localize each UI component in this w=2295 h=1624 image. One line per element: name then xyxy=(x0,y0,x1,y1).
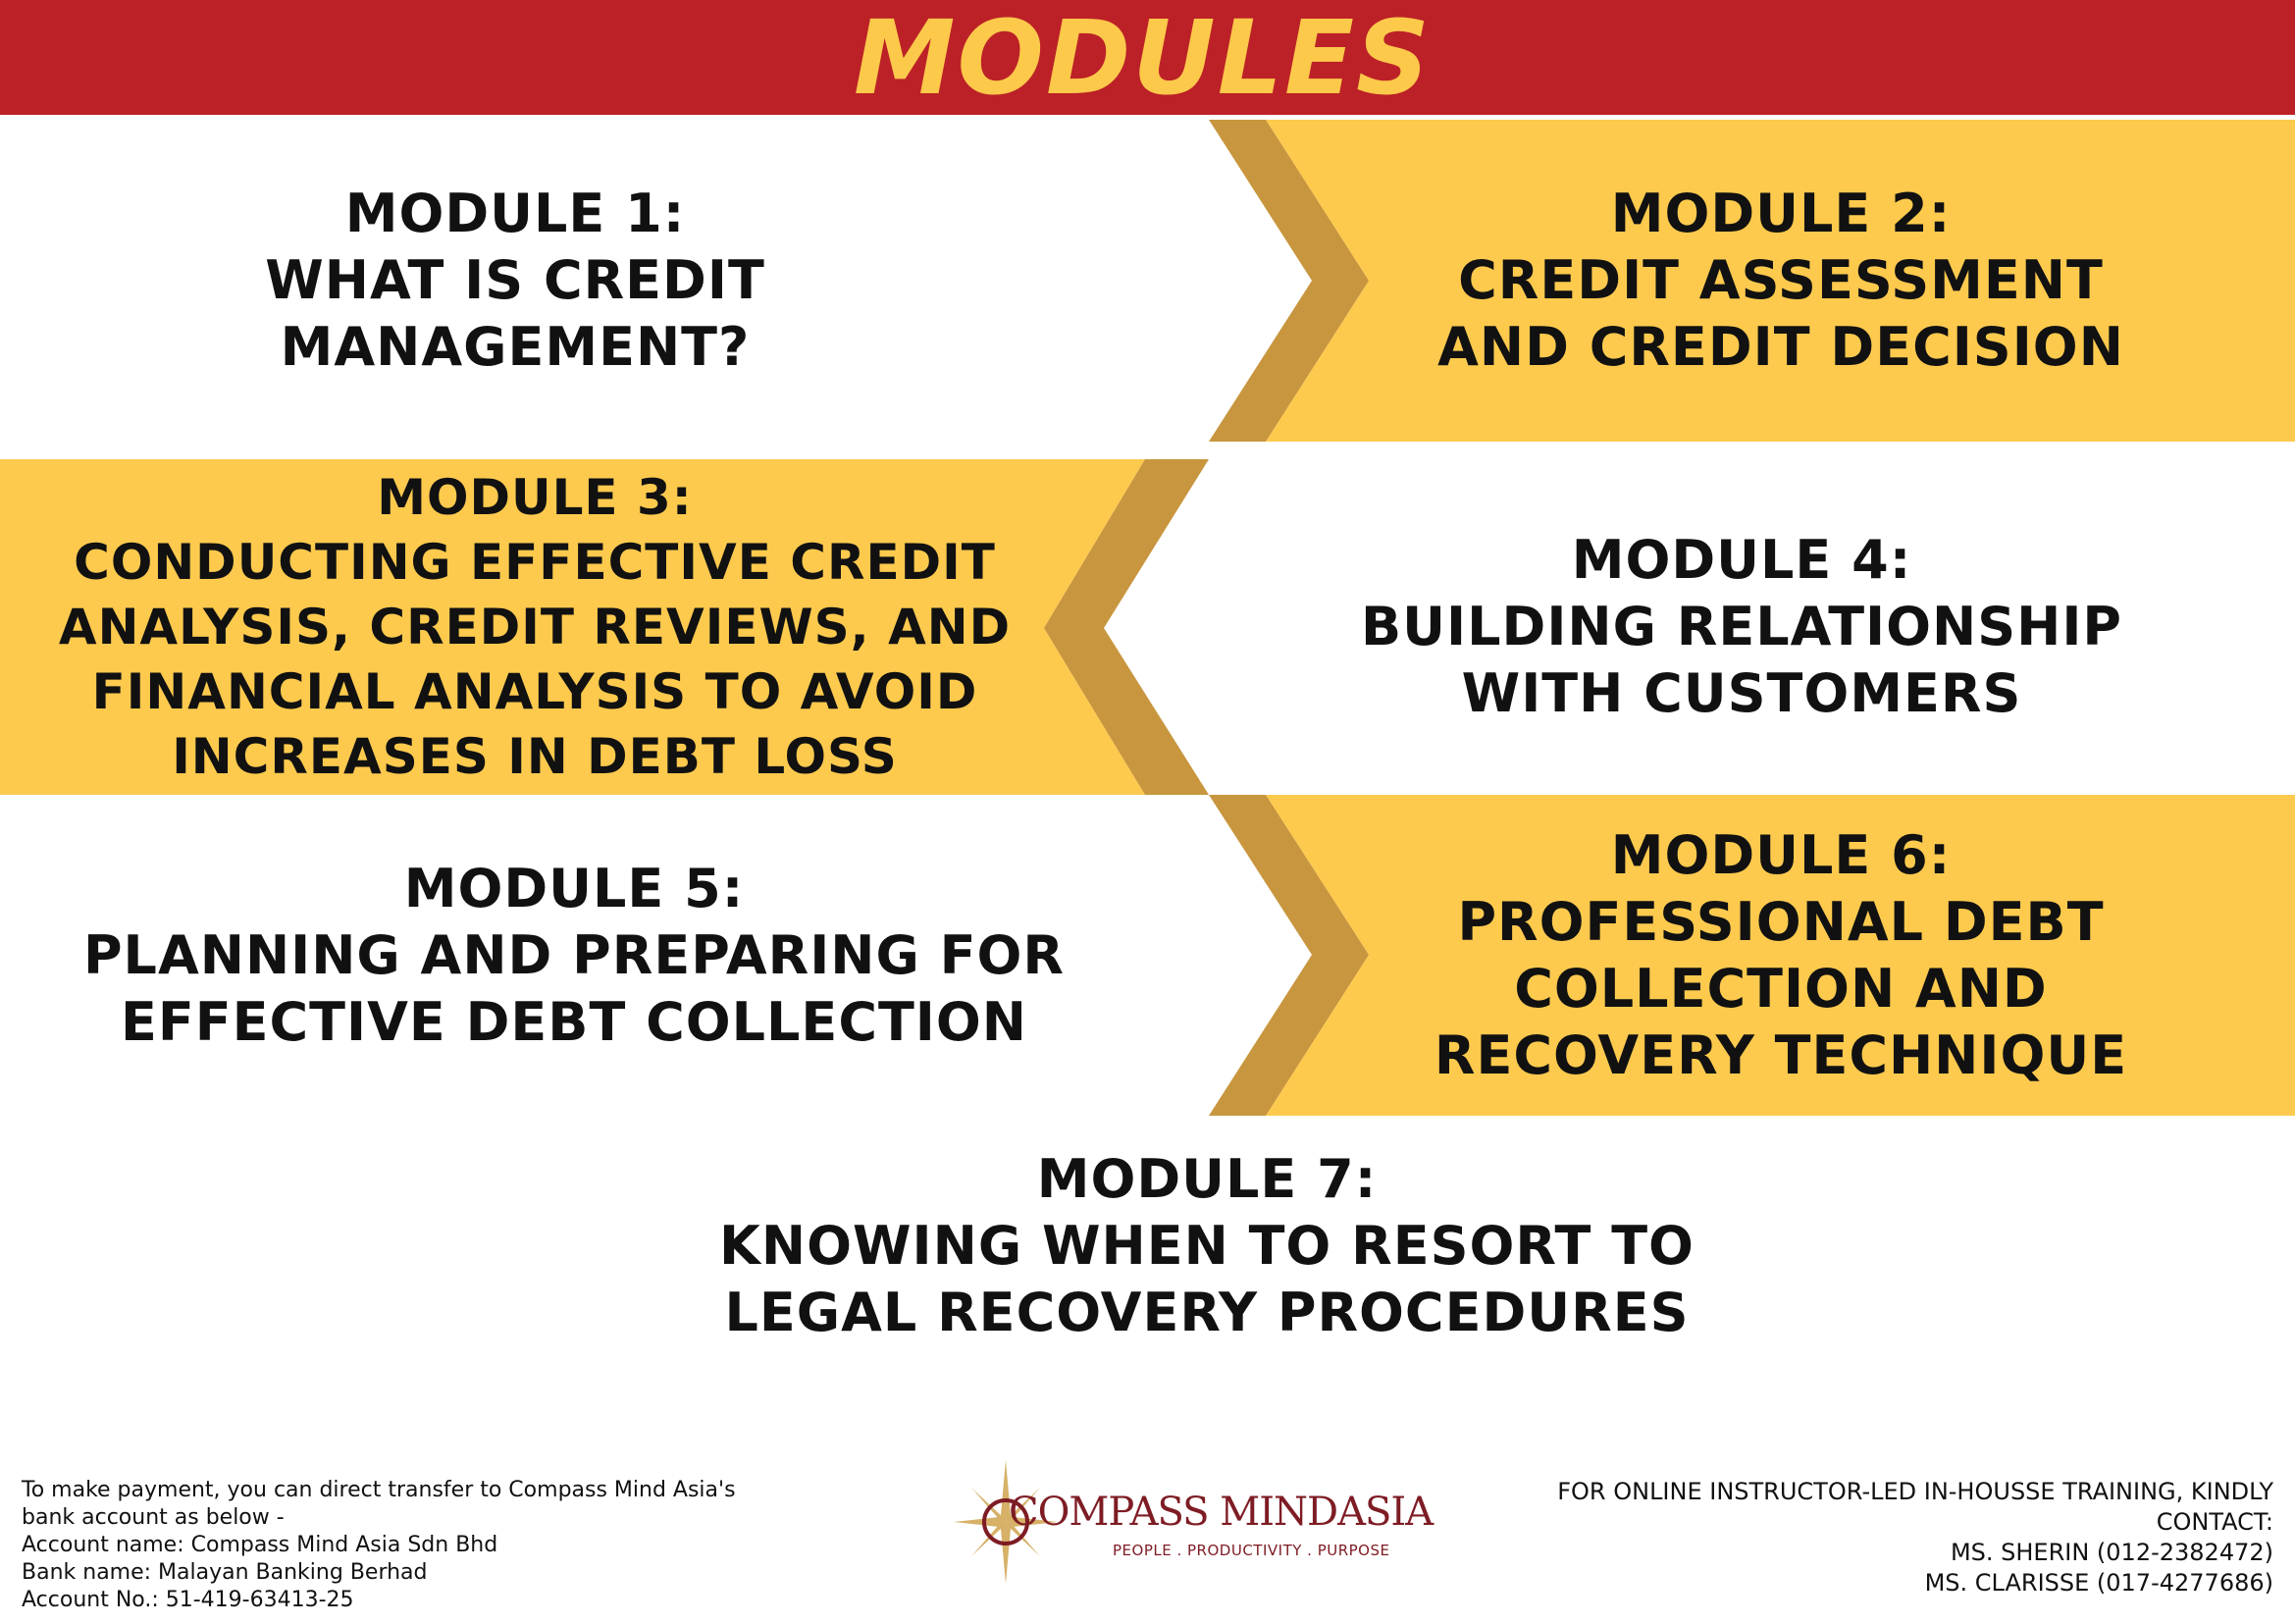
module-1-title: WHAT IS CREDIT MANAGEMENT? xyxy=(265,249,765,378)
module-3-label: MODULE 3: xyxy=(377,469,693,526)
page-title: MODULES xyxy=(854,0,1432,118)
contact-info xyxy=(1390,1477,2273,1598)
contact-person-2: MS. CLARISSE (017-4277686) xyxy=(1924,1569,2273,1597)
module-6-title: PROFESSIONAL DEBT COLLECTION AND RECOVERY TECHNIQUE xyxy=(1434,890,2128,1086)
module-5-block xyxy=(0,795,1148,1116)
module-1-block xyxy=(0,120,1030,442)
bank-name: Bank name: Malayan Banking Berhad xyxy=(22,1560,428,1585)
module-2-block xyxy=(1374,120,2188,442)
contact-line2: CONTACT: xyxy=(2156,1508,2273,1536)
module-6-block xyxy=(1374,795,2188,1116)
contact-person-1: MS. SHERIN (012-2382472) xyxy=(1950,1539,2273,1566)
module-7-block xyxy=(461,1128,1953,1364)
module-7-title: KNOWING WHEN TO RESORT TO LEGAL RECOVERY PROCEDURES xyxy=(719,1215,1695,1343)
account-name: Account name: Compass Mind Asia Sdn Bhd xyxy=(22,1533,498,1557)
module-3-title: CONDUCTING EFFECTIVE CREDIT ANALYSIS, CREDIT REVIEWS, AND FINANCIAL ANALYSIS TO AVOID INCREASES IN DEBT LOSS xyxy=(58,534,1012,785)
payment-intro-line2: bank account as below - xyxy=(22,1505,285,1530)
module-2-title: CREDIT ASSESSMENT AND CREDIT DECISION xyxy=(1437,249,2124,378)
payment-intro-line1: To make payment, you can direct transfer to Compass Mind Asia's xyxy=(22,1478,736,1502)
company-logo xyxy=(952,1450,1434,1598)
module-1-label: MODULE 1: xyxy=(344,183,686,244)
module-3-block xyxy=(0,459,1069,795)
contact-line1: FOR ONLINE INSTRUCTOR-LED IN-HOUSSE TRAINING, KINDLY xyxy=(1557,1478,2273,1505)
module-4-label: MODULE 4: xyxy=(1571,529,1912,591)
module-4-block xyxy=(1217,459,2267,795)
logo-tagline: PEOPLE . PRODUCTIVITY . PURPOSE xyxy=(1113,1542,1390,1559)
module-6-label: MODULE 6: xyxy=(1610,823,1952,886)
module-7-label: MODULE 7: xyxy=(1036,1148,1378,1210)
module-5-label: MODULE 5: xyxy=(403,857,745,919)
module-2-label: MODULE 2: xyxy=(1610,183,1952,244)
account-number: Account No.: 51-419-63413-25 xyxy=(22,1588,354,1612)
module-4-title: BUILDING RELATIONSHIP WITH CUSTOMERS xyxy=(1361,596,2122,724)
logo-brand-text: COMPASS MINDASIA xyxy=(1009,1490,1434,1535)
module-5-title: PLANNING AND PREPARING FOR EFFECTIVE DEBT COLLECTION xyxy=(82,923,1065,1053)
payment-info xyxy=(22,1477,826,1614)
